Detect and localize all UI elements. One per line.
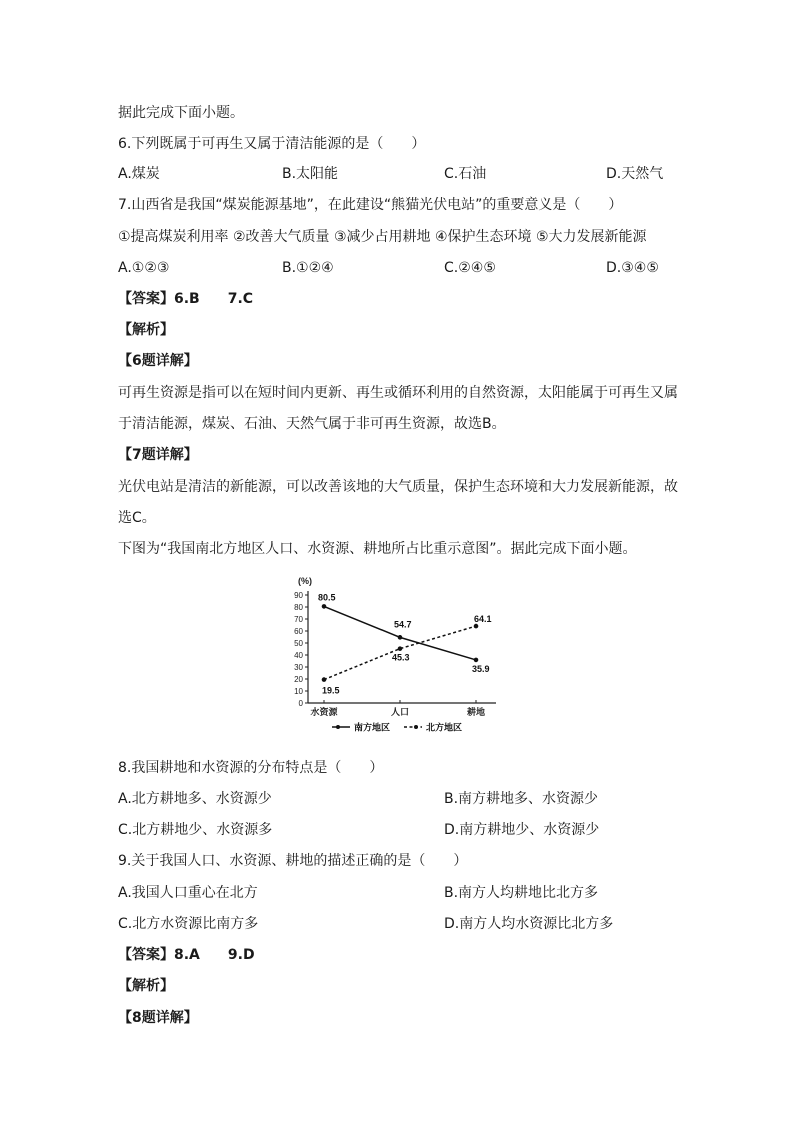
x-tick-label: 耕地 xyxy=(466,707,486,717)
data-label: 80.5 xyxy=(318,592,336,603)
y-tick-label: 90 xyxy=(294,591,303,600)
q7-option-c: C.②④⑤ xyxy=(444,260,496,276)
q8-stem: 8.我国耕地和水资源的分布特点是（ ） xyxy=(118,760,384,776)
q6-option-a: A.煤炭 xyxy=(118,166,160,182)
y-axis-label: (%) xyxy=(298,576,312,586)
chart-intro: 下图为“我国南北方地区人口、水资源、耕地所占比重示意图”。据此完成下面小题。 xyxy=(118,541,637,557)
x-tick-label: 水资源 xyxy=(310,707,338,717)
q9-stem: 9.关于我国人口、水资源、耕地的描述正确的是（ ） xyxy=(118,853,468,869)
analysis-label-1: 【解析】 xyxy=(118,322,174,338)
q8-option-c: C.北方耕地少、水资源多 xyxy=(118,822,273,838)
x-tick-label: 人口 xyxy=(390,707,410,717)
y-tick-label: 80 xyxy=(294,603,303,612)
q6-detail-line-2: 于清洁能源，煤炭、石油、天然气属于非可再生资源，故选B。 xyxy=(118,416,506,432)
data-point xyxy=(474,658,479,663)
answer-1: 【答案】6.B 7.C xyxy=(118,291,254,307)
data-point xyxy=(474,624,479,629)
y-tick-label: 60 xyxy=(294,627,303,636)
q7-stem: 7.山西省是我国“煤炭能源基地”，在此建设“熊猫光伏电站”的重要意义是（ ） xyxy=(118,197,623,213)
q7-option-b: B.①②④ xyxy=(282,260,334,276)
q7-statements: ①提高煤炭利用率 ②改善大气质量 ③减少占用耕地 ④保护生态环境 ⑤大力发展新能源 xyxy=(118,229,647,245)
q9-option-c: C.北方水资源比南方多 xyxy=(118,916,259,932)
y-tick-label: 70 xyxy=(294,615,303,624)
y-tick-label: 40 xyxy=(294,651,303,660)
data-label: 45.3 xyxy=(392,652,410,663)
data-label: 64.1 xyxy=(474,614,492,625)
population-water-farmland-chart xyxy=(280,570,520,740)
q7-detail-line-1: 光伏电站是清洁的新能源，可以改善该地的大气质量，保护生态环境和大力发展新能源，故 xyxy=(118,479,678,495)
intro-text: 据此完成下面小题。 xyxy=(118,105,244,121)
data-point xyxy=(322,604,327,609)
q6-detail-label: 【6题详解】 xyxy=(118,353,198,369)
legend-north-label: 北方地区 xyxy=(426,722,463,733)
q6-option-b: B.太阳能 xyxy=(282,166,339,182)
q7-detail-label: 【7题详解】 xyxy=(118,447,198,463)
y-tick-label: 20 xyxy=(294,675,303,684)
y-tick-label: 30 xyxy=(294,663,303,672)
data-point xyxy=(398,646,403,651)
answer-2: 【答案】8.A 9.D xyxy=(118,947,255,963)
y-tick-label: 0 xyxy=(298,699,303,708)
q6-stem: 6.下列既属于可再生又属于清洁能源的是（ ） xyxy=(118,136,426,152)
legend-south-marker xyxy=(336,725,340,729)
legend-north-marker xyxy=(414,725,418,729)
data-label: 54.7 xyxy=(394,619,412,630)
data-point xyxy=(322,677,327,682)
q9-option-a: A.我国人口重心在北方 xyxy=(118,885,258,901)
data-label: 19.5 xyxy=(322,685,340,696)
y-tick-label: 50 xyxy=(294,639,303,648)
q7-option-a: A.①②③ xyxy=(118,260,170,276)
q6-detail-line-1: 可再生资源是指可以在短时间内更新、再生或循环利用的自然资源，太阳能属于可再生又属 xyxy=(118,385,678,401)
q8-option-a: A.北方耕地多、水资源少 xyxy=(118,791,272,807)
legend-south-label: 南方地区 xyxy=(354,722,391,733)
q8-option-b: B.南方耕地多、水资源少 xyxy=(444,791,599,807)
q6-option-c: C.石油 xyxy=(444,166,487,182)
q6-option-d: D.天然气 xyxy=(606,166,664,182)
q8-detail-label: 【8题详解】 xyxy=(118,1010,198,1026)
q7-detail-line-2: 选C。 xyxy=(118,510,156,526)
analysis-label-2: 【解析】 xyxy=(118,978,174,994)
q7-option-d: D.③④⑤ xyxy=(606,260,659,276)
q9-option-d: D.南方人均水资源比北方多 xyxy=(444,916,614,932)
data-point xyxy=(398,635,403,640)
y-tick-label: 10 xyxy=(294,687,303,696)
q8-option-d: D.南方耕地少、水资源少 xyxy=(444,822,600,838)
data-label: 35.9 xyxy=(472,663,490,674)
q9-option-b: B.南方人均耕地比北方多 xyxy=(444,885,599,901)
